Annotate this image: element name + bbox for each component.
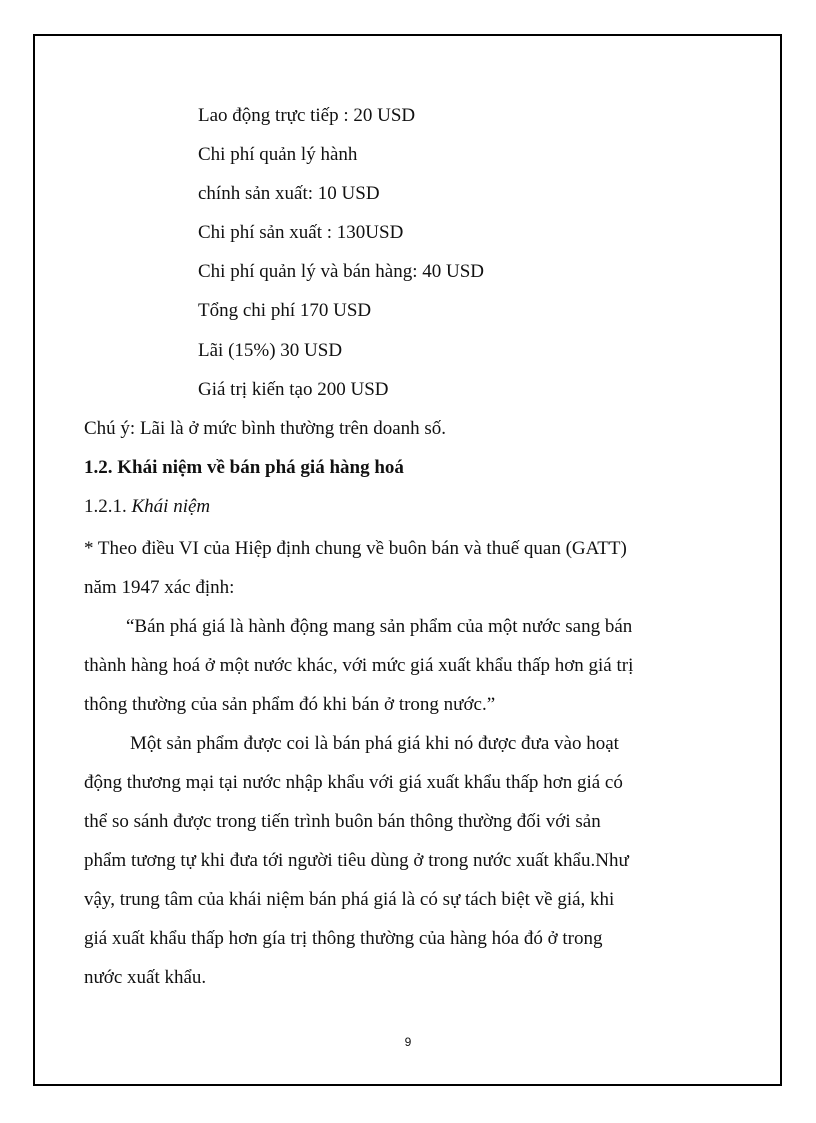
cost-item-profit: Lãi (15%) 30 USD <box>198 340 343 361</box>
cost-item-admin-line-1: Chi phí quản lý hành <box>198 144 358 165</box>
subsection-number: 1.2.1. <box>84 496 132 517</box>
paragraph-line-5: vậy, trung tâm của khái niệm bán phá giá là có sự tách biệt về giá, khi <box>84 889 615 910</box>
cost-item-direct-labor: Lao động trực tiếp : 20 USD <box>198 105 416 126</box>
quote-line-3: thông thường của sản phẩm đó khi bán ở trong nước.” <box>84 694 496 715</box>
gatt-intro-line-2: năm 1947 xác định: <box>84 577 235 598</box>
section-heading: 1.2. Khái niệm về bán phá giá hàng hoá <box>84 457 404 478</box>
cost-item-sales-admin: Chi phí quản lý và bán hàng: 40 USD <box>198 261 485 282</box>
paragraph-line-1: Một sản phẩm được coi là bán phá giá khi nó được đưa vào hoạt <box>130 733 619 754</box>
gatt-intro-line-1: * Theo điều VI của Hiệp định chung về buôn bán và thuế quan (GATT) <box>84 538 627 559</box>
subsection-title: Khái niệm <box>131 496 211 517</box>
cost-item-production: Chi phí sản xuất : 130USD <box>198 222 404 243</box>
cost-item-admin-line-2: chính sản xuất: 10 USD <box>198 183 380 204</box>
note: Chú ý: Lãi là ở mức bình thường trên doanh số. <box>84 418 447 439</box>
quote-line-2: thành hàng hoá ở một nước khác, với mức giá xuất khẩu thấp hơn giá trị <box>84 655 634 676</box>
page-number: 9 <box>404 1035 412 1049</box>
paragraph-line-6: giá xuất khẩu thấp hơn gía trị thông thường của hàng hóa đó ở trong <box>84 928 603 949</box>
subsection-heading <box>84 495 210 519</box>
paragraph-line-7: nước xuất khẩu. <box>84 967 207 988</box>
quote-line-1: “Bán phá giá là hành động mang sản phẩm của một nước sang bán <box>126 616 633 637</box>
paragraph-line-4: phẩm tương tự khi đưa tới người tiêu dùng ở trong nước xuất khẩu.Như <box>84 850 629 871</box>
paragraph-line-3: thể so sánh được trong tiến trình buôn bán thông thường đối với sản <box>84 811 601 832</box>
cost-item-total: Tổng chi phí 170 USD <box>198 300 372 321</box>
paragraph-line-2: động thương mại tại nước nhập khẩu với giá xuất khẩu thấp hơn giá có <box>84 772 623 793</box>
cost-item-constructed-value: Giá trị kiến tạo 200 USD <box>198 379 389 400</box>
